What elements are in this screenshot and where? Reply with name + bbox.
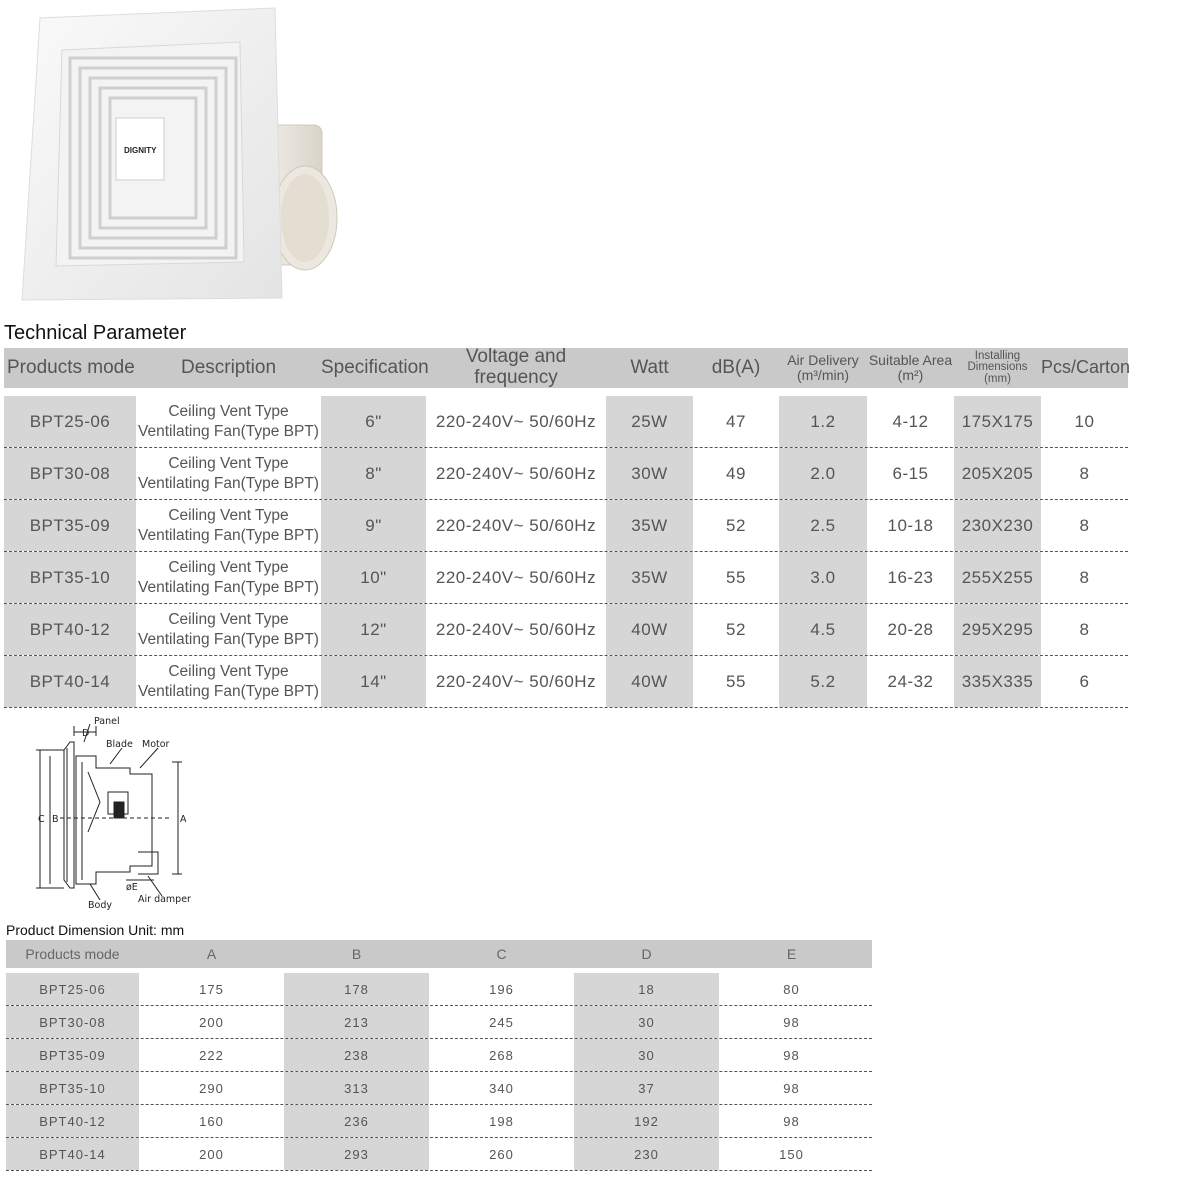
cell-c: 245: [489, 1014, 514, 1030]
cell-description: [136, 396, 321, 447]
th-description: Description: [180, 356, 277, 378]
cell-voltage: 220-240V~ 50/60Hz: [435, 619, 597, 639]
cell-b: 213: [284, 1006, 429, 1038]
th-products-mode: Products mode: [7, 356, 135, 378]
th-watt: Watt: [630, 356, 669, 378]
tech-body: [4, 396, 1128, 708]
cell-specification: 14": [321, 656, 426, 707]
cell-a: 175: [199, 981, 224, 997]
diagram-label-air-damper: Air damper: [138, 894, 191, 905]
table-row: [6, 1039, 872, 1072]
dh-e: E: [786, 946, 797, 962]
cell-air-delivery: 5.2: [779, 656, 867, 707]
dh-b: B: [351, 946, 362, 962]
cell-model: BPT35-10: [4, 552, 136, 603]
cell-voltage: 220-240V~ 50/60Hz: [435, 671, 597, 691]
dim-header-row: [6, 940, 872, 968]
cell-pcs-carton: 8: [1079, 567, 1090, 587]
table-row: [4, 396, 1128, 448]
cell-d: 192: [574, 1105, 719, 1137]
cell-description: [136, 500, 321, 551]
th-voltage: Voltage and frequency: [465, 346, 567, 388]
cell-watt: 40W: [606, 656, 693, 707]
cell-c: 196: [489, 981, 514, 997]
table-row: [4, 500, 1128, 552]
cell-pcs-carton: 8: [1079, 463, 1090, 483]
cell-voltage: 220-240V~ 50/60Hz: [435, 411, 597, 431]
cell-db: 52: [726, 515, 746, 535]
description-line-2: Ventilating Fan(Type BPT): [138, 578, 319, 596]
cell-db: 55: [726, 671, 746, 691]
cell-model: BPT30-08: [4, 448, 136, 499]
cell-pcs-carton: 6: [1079, 671, 1090, 691]
cell-model: BPT35-10: [6, 1072, 139, 1104]
cell-b: 313: [284, 1072, 429, 1104]
description-line-2: Ventilating Fan(Type BPT): [138, 474, 319, 492]
dh-c: C: [496, 946, 507, 962]
table-row: [4, 552, 1128, 604]
cell-db: 55: [726, 567, 746, 587]
cell-b: 238: [284, 1039, 429, 1071]
cell-air-delivery: 2.0: [779, 448, 867, 499]
cell-c: 268: [489, 1047, 514, 1063]
cell-description: [136, 656, 321, 707]
cell-model: BPT40-12: [4, 604, 136, 655]
diagram-label-motor: Motor: [142, 739, 170, 750]
brand-label: DIGNITY: [124, 146, 157, 155]
cell-a: 160: [199, 1113, 224, 1129]
cell-installing-dimensions: 175X175: [954, 396, 1041, 447]
description-line-2: Ventilating Fan(Type BPT): [138, 526, 319, 544]
table-row: [6, 1072, 872, 1105]
cell-a: 222: [199, 1047, 224, 1063]
cell-a: 200: [199, 1146, 224, 1162]
cell-e: 98: [783, 1113, 800, 1129]
cell-model: BPT25-06: [6, 973, 139, 1005]
cell-suitable-area: 6-15: [892, 463, 929, 483]
diagram-label-e: øE: [126, 882, 138, 893]
dh-d: D: [641, 946, 652, 962]
th-pcs-carton: Pcs/Carton: [1041, 357, 1131, 378]
cell-model: BPT40-12: [6, 1105, 139, 1137]
table-row: [4, 448, 1128, 500]
cell-c: 340: [489, 1080, 514, 1096]
cell-suitable-area: 24-32: [887, 671, 934, 691]
dim-title: Product Dimension Unit: mm: [6, 922, 185, 938]
tech-title: Technical Parameter: [4, 322, 187, 344]
cell-b: 293: [284, 1138, 429, 1170]
dimension-diagram: [30, 712, 230, 912]
cell-air-delivery: 1.2: [779, 396, 867, 447]
cell-installing-dimensions: 335X335: [954, 656, 1041, 707]
diagram-label-blade: Blade: [106, 739, 133, 750]
cell-pcs-carton: 8: [1079, 619, 1090, 639]
table-row: [4, 656, 1128, 708]
cell-e: 98: [783, 1047, 800, 1063]
description-line-1: Ceiling Vent Type: [168, 663, 289, 681]
table-row: [6, 1105, 872, 1138]
cell-voltage: 220-240V~ 50/60Hz: [435, 463, 597, 483]
description-line-1: Ceiling Vent Type: [168, 611, 289, 629]
th-specification: Specification: [321, 356, 429, 378]
dimension-table: [6, 940, 872, 1171]
cell-d: 18: [574, 973, 719, 1005]
description-line-1: Ceiling Vent Type: [168, 403, 289, 421]
description-line-1: Ceiling Vent Type: [168, 559, 289, 577]
th-installing-dimensions: Installing Dimensions (mm): [967, 349, 1028, 385]
cell-watt: 30W: [606, 448, 693, 499]
table-row: [4, 604, 1128, 656]
cell-d: 30: [574, 1039, 719, 1071]
table-row: [6, 1138, 872, 1171]
cell-d: 30: [574, 1006, 719, 1038]
technical-parameter-table: [4, 346, 1131, 708]
cell-model: BPT25-06: [4, 396, 136, 447]
th-suitable-area: Suitable Area (m²): [868, 351, 953, 383]
cell-voltage: 220-240V~ 50/60Hz: [435, 515, 597, 535]
diagram-label-panel: Panel: [94, 716, 120, 727]
cell-model: BPT40-14: [6, 1138, 139, 1170]
diagram-label-a: A: [180, 814, 187, 825]
diagram-label-d: D: [82, 728, 90, 739]
cell-b: 236: [284, 1105, 429, 1137]
description-line-2: Ventilating Fan(Type BPT): [138, 422, 319, 440]
cell-installing-dimensions: 295X295: [954, 604, 1041, 655]
table-row: [6, 1006, 872, 1039]
cell-air-delivery: 2.5: [779, 500, 867, 551]
cell-model: BPT35-09: [6, 1039, 139, 1071]
diagram-label-body: Body: [88, 900, 112, 911]
cell-d: 37: [574, 1072, 719, 1104]
cell-installing-dimensions: 255X255: [954, 552, 1041, 603]
cell-pcs-carton: 8: [1079, 515, 1090, 535]
cell-description: [136, 448, 321, 499]
cell-suitable-area: 16-23: [887, 567, 934, 587]
description-line-1: Ceiling Vent Type: [168, 507, 289, 525]
cell-db: 47: [726, 411, 746, 431]
cell-specification: 12": [321, 604, 426, 655]
cell-d: 230: [574, 1138, 719, 1170]
cell-b: 178: [284, 973, 429, 1005]
cell-installing-dimensions: 230X230: [954, 500, 1041, 551]
cell-installing-dimensions: 205X205: [954, 448, 1041, 499]
cell-air-delivery: 4.5: [779, 604, 867, 655]
cell-db: 49: [726, 463, 746, 483]
cell-a: 200: [199, 1014, 224, 1030]
cell-watt: 35W: [606, 500, 693, 551]
cell-description: [136, 604, 321, 655]
diagram-label-c: C: [38, 814, 45, 825]
cell-suitable-area: 4-12: [892, 411, 929, 431]
cell-c: 260: [489, 1146, 514, 1162]
cell-a: 290: [199, 1080, 224, 1096]
cell-c: 198: [489, 1113, 514, 1129]
cell-suitable-area: 20-28: [887, 619, 934, 639]
cell-e: 98: [783, 1014, 800, 1030]
cell-model: BPT40-14: [4, 656, 136, 707]
dim-body: [6, 973, 872, 1171]
dh-a: A: [206, 946, 217, 962]
cell-model: BPT30-08: [6, 1006, 139, 1038]
cell-pcs-carton: 10: [1074, 411, 1095, 431]
dh-products-mode: Products mode: [25, 946, 120, 962]
cell-description: [136, 552, 321, 603]
cell-specification: 6": [321, 396, 426, 447]
cell-watt: 35W: [606, 552, 693, 603]
cell-suitable-area: 10-18: [887, 515, 934, 535]
cell-watt: 25W: [606, 396, 693, 447]
cell-e: 150: [779, 1146, 804, 1162]
cell-specification: 10": [321, 552, 426, 603]
tech-header-row: [4, 346, 1131, 388]
cell-watt: 40W: [606, 604, 693, 655]
cell-db: 52: [726, 619, 746, 639]
diagram-label-b: B: [52, 814, 59, 825]
cell-model: BPT35-09: [4, 500, 136, 551]
description-line-2: Ventilating Fan(Type BPT): [138, 682, 319, 700]
cell-specification: 9": [321, 500, 426, 551]
cell-e: 98: [783, 1080, 800, 1096]
description-line-2: Ventilating Fan(Type BPT): [138, 630, 319, 648]
th-air-delivery: Air Delivery (m³/min): [787, 351, 859, 383]
th-db: dB(A): [711, 356, 761, 378]
cell-e: 80: [783, 981, 800, 997]
product-photo: [0, 0, 345, 318]
cell-air-delivery: 3.0: [779, 552, 867, 603]
table-row: [6, 973, 872, 1006]
cell-voltage: 220-240V~ 50/60Hz: [435, 567, 597, 587]
cell-specification: 8": [321, 448, 426, 499]
description-line-1: Ceiling Vent Type: [168, 455, 289, 473]
